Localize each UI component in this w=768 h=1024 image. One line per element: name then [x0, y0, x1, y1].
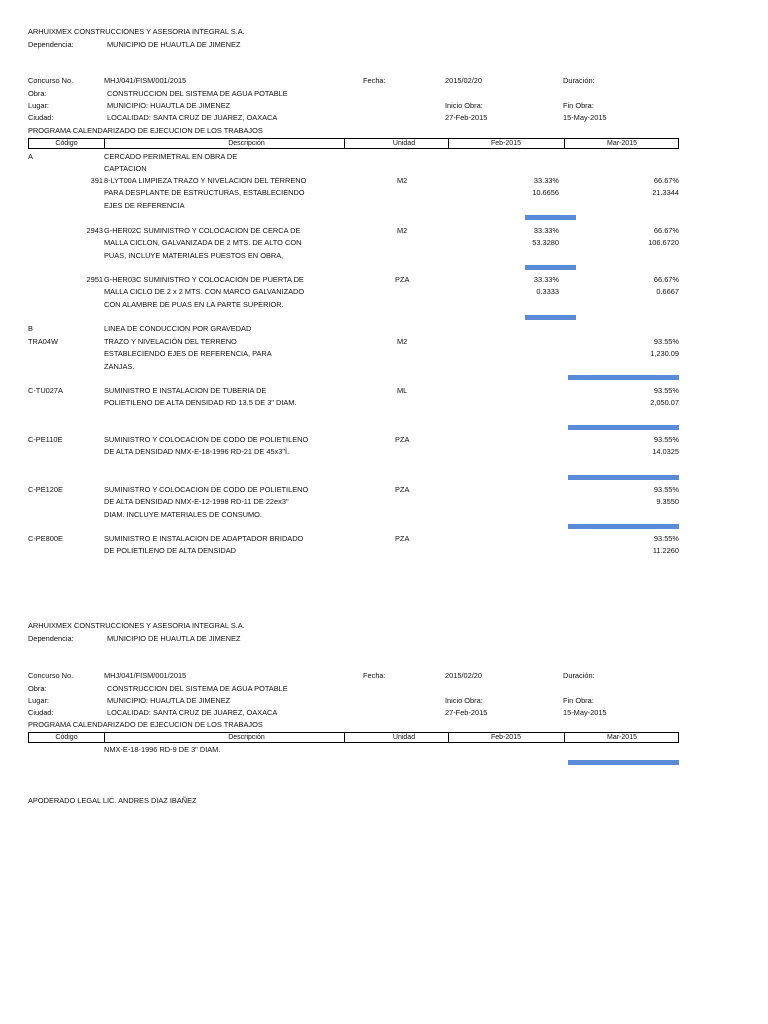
feb-quantity: 53.3280 [532, 238, 559, 247]
lugar-label: Lugar: [28, 696, 49, 705]
fin-label: Fin Obra: [563, 696, 594, 705]
item-description: G-HER02C SUMINISTRO Y COLOCACION DE CERCA DE MALLA CICLON, GALVANIZADA DE 2 MTS. DE ALTO CON PUAS, INCLUYE MATERIALES PUESTOS EN OBRA, [104, 226, 302, 260]
col-unidad: Unidad [392, 140, 416, 147]
concurso-label: Concurso No. [28, 76, 74, 85]
item-unit: PZA [395, 485, 410, 494]
feb-percent: 33.33% [533, 226, 559, 235]
gantt-bar [568, 760, 679, 765]
fecha-label: Fecha: [363, 671, 386, 680]
item-description: SUMINISTRO Y COLOCACION DE CODO DE POLIETILENO DE ALTA DENSIDAD NMX-E-12-1998 RD-11 DE 22ex3" DIAM. INCLUYE MATERIALES DE CONSUMO. [104, 485, 309, 519]
item-code: C-PE800E [28, 534, 63, 543]
mar-percent: 93.55% [653, 534, 679, 543]
fecha-label: Fecha: [363, 76, 386, 85]
gantt-bar [568, 375, 679, 380]
item-code: TRA04W [28, 337, 58, 346]
obra-label: Obra: [28, 684, 47, 693]
mar-percent: 93.55% [653, 386, 679, 395]
gantt-bar [568, 524, 679, 529]
gantt-bar [525, 315, 576, 320]
ciudad-label: Ciudad: [28, 113, 54, 122]
gantt-bar [525, 215, 576, 220]
gantt-bar [568, 425, 679, 430]
inicio-label: Inicio Obra: [445, 101, 483, 110]
item-description: SUMINISTRO E INSTALACION DE ADAPTADOR BRIDADO DE POLIETILENO DE ALTA DENSIDAD [104, 534, 304, 556]
dependencia-value: MUNICIPIO DE HUAUTLA DE JIMENEZ [107, 40, 241, 49]
item-unit: PZA [395, 435, 410, 444]
table-header [28, 138, 679, 149]
item-code: C-PE120E [28, 485, 63, 494]
item-num: 2943 [86, 226, 103, 235]
duracion-label: Duración: [563, 76, 595, 85]
obra-value: CONSTRUCCION DEL SISTEMA DE AGUA POTABLE [107, 89, 288, 98]
inicio-value: 27-Feb-2015 [445, 708, 488, 717]
mar-quantity: 2,050.07 [650, 398, 679, 407]
feb-percent: 33.33% [533, 275, 559, 284]
concurso-label: Concurso No. [28, 671, 74, 680]
item-unit: PZA [395, 534, 410, 543]
inicio-label: Inicio Obra: [445, 696, 483, 705]
concurso-value: MHJ/041/FISM/001/2015 [104, 671, 187, 680]
item-description: G-HER03C SUMINISTRO Y COLOCACION DE PUERTA DE MALLA CICLO DE 2 x 2 MTS. CON MARCO GALVANIZADO CON ALAMBRE DE PUAS EN LA PARTE SUPERIOR. [104, 275, 305, 309]
mar-percent: 66.67% [653, 226, 679, 235]
col-codigo: Código [55, 734, 78, 741]
item-unit: PZA [395, 275, 410, 284]
item-description: SUMINISTRO Y COLOCACION DE CODO DE POLIETILENO DE ALTA DENSIDAD NMX-E-18-1996 RD-21 DE 45x3"Ì. [104, 435, 309, 457]
gantt-bar [525, 265, 576, 270]
item-code: C-TU027A [28, 386, 63, 395]
item-unit: M2 [397, 176, 408, 185]
col-descripcion: Descripción [228, 140, 265, 147]
programa-title: PROGRAMA CALENDARIZADO DE EJECUCION DE LOS TRABAJOS [28, 720, 263, 729]
col-descripcion: Descripción [228, 734, 265, 741]
mar-quantity: 9.3550 [656, 497, 679, 506]
mar-quantity: 21.3344 [652, 188, 679, 197]
ciudad-value: LOCALIDAD: SANTA CRUZ DE JUAREZ, OAXACA [107, 113, 278, 122]
col-feb: Feb-2015 [491, 734, 521, 741]
fecha-value: 2015/02/20 [445, 671, 482, 680]
section-b-code: B [28, 324, 33, 333]
mar-percent: 66.67% [653, 275, 679, 284]
feb-percent: 33.33% [533, 176, 559, 185]
feb-quantity: 10.6656 [532, 188, 559, 197]
item-description: TRAZO Y NIVELACIÓN DEL TERRENO ESTABLECIENDO EJES DE REFERENCIA, PARA ZANJAS. [104, 337, 272, 371]
company-name: ARHUIXMEX CONSTRUCCIONES Y ASESORIA INTEGRAL S.A. [28, 27, 245, 36]
item-description: 8-LYT00A LIMPIEZA TRAZO Y NIVELACION DEL TERRENO PARA DESPLANTE DE ESTRUCTURAS, ESTABLECIENDO EJES DE REFERENCIA [104, 176, 307, 210]
col-codigo: Código [55, 140, 78, 147]
item-code: C-PE110E [28, 435, 63, 444]
mar-percent: 93.55% [653, 435, 679, 444]
programa-title: PROGRAMA CALENDARIZADO DE EJECUCION DE LOS TRABAJOS [28, 126, 263, 135]
mar-quantity: 14.0325 [652, 447, 679, 456]
dependencia-label: Dependencia: [28, 40, 74, 49]
gantt-bar [568, 475, 679, 480]
col-mar: Mar-2015 [607, 734, 637, 741]
item-num: 2951 [86, 275, 103, 284]
obra-label: Obra: [28, 89, 47, 98]
item-unit: ML [397, 386, 408, 395]
section-b-title: LINEA DE CONDUCCION POR GRAVEDAD [104, 324, 252, 333]
item-unit: M2 [397, 337, 408, 346]
obra-value: CONSTRUCCION DEL SISTEMA DE AGUA POTABLE [107, 684, 288, 693]
fin-value: 15-May-2015 [563, 113, 607, 122]
dependencia-label: Dependencia: [28, 634, 74, 643]
duracion-label: Duración: [563, 671, 595, 680]
lugar-label: Lugar: [28, 101, 49, 110]
lugar-value: MUNICIPIO: HUAUTLA DE JIMENEZ [107, 101, 231, 110]
col-feb: Feb-2015 [491, 140, 521, 147]
mar-percent: 93.55% [653, 337, 679, 346]
mar-quantity: 0.6667 [656, 287, 679, 296]
apoderado-signature: APODERADO LEGAL LIC. ANDRES DIAZ IBAÑEZ [28, 796, 197, 805]
dependencia-value: MUNICIPIO DE HUAUTLA DE JIMENEZ [107, 634, 241, 643]
fin-value: 15-May-2015 [563, 708, 607, 717]
item-description: SUMINISTRO E INSTALACION DE TUBERIA DE POLIETILENO DE ALTA DENSIDAD RD 13.5 DE 3" DIAM. [104, 386, 297, 408]
item-unit: M2 [397, 226, 408, 235]
company-name: ARHUIXMEX CONSTRUCCIONES Y ASESORIA INTEGRAL S.A. [28, 621, 245, 630]
ciudad-label: Ciudad: [28, 708, 54, 717]
mar-quantity: 106.6720 [648, 238, 679, 247]
col-unidad: Unidad [392, 734, 416, 741]
fin-label: Fin Obra: [563, 101, 594, 110]
lugar-value: MUNICIPIO: HUAUTLA DE JIMENEZ [107, 696, 231, 705]
item-num: 391 [90, 176, 103, 185]
fecha-value: 2015/02/20 [445, 76, 482, 85]
col-mar: Mar-2015 [607, 140, 637, 147]
feb-quantity: 0.3333 [536, 287, 559, 296]
mar-percent: 66.67% [653, 176, 679, 185]
inicio-value: 27-Feb-2015 [445, 113, 488, 122]
concurso-value: MHJ/041/FISM/001/2015 [104, 76, 187, 85]
table-header [28, 732, 679, 743]
section-a-code: A [28, 152, 33, 161]
continuation-text: NMX-E-18-1996 RD-9 DE 3" DIAM. [104, 745, 221, 754]
section-a-title: CERCADO PERIMETRAL EN OBRA DE CAPTACION [104, 152, 238, 174]
ciudad-value: LOCALIDAD: SANTA CRUZ DE JUAREZ, OAXACA [107, 708, 278, 717]
mar-percent: 93.55% [653, 485, 679, 494]
mar-quantity: 11.2260 [652, 546, 679, 555]
mar-quantity: 1,230.09 [650, 349, 679, 358]
